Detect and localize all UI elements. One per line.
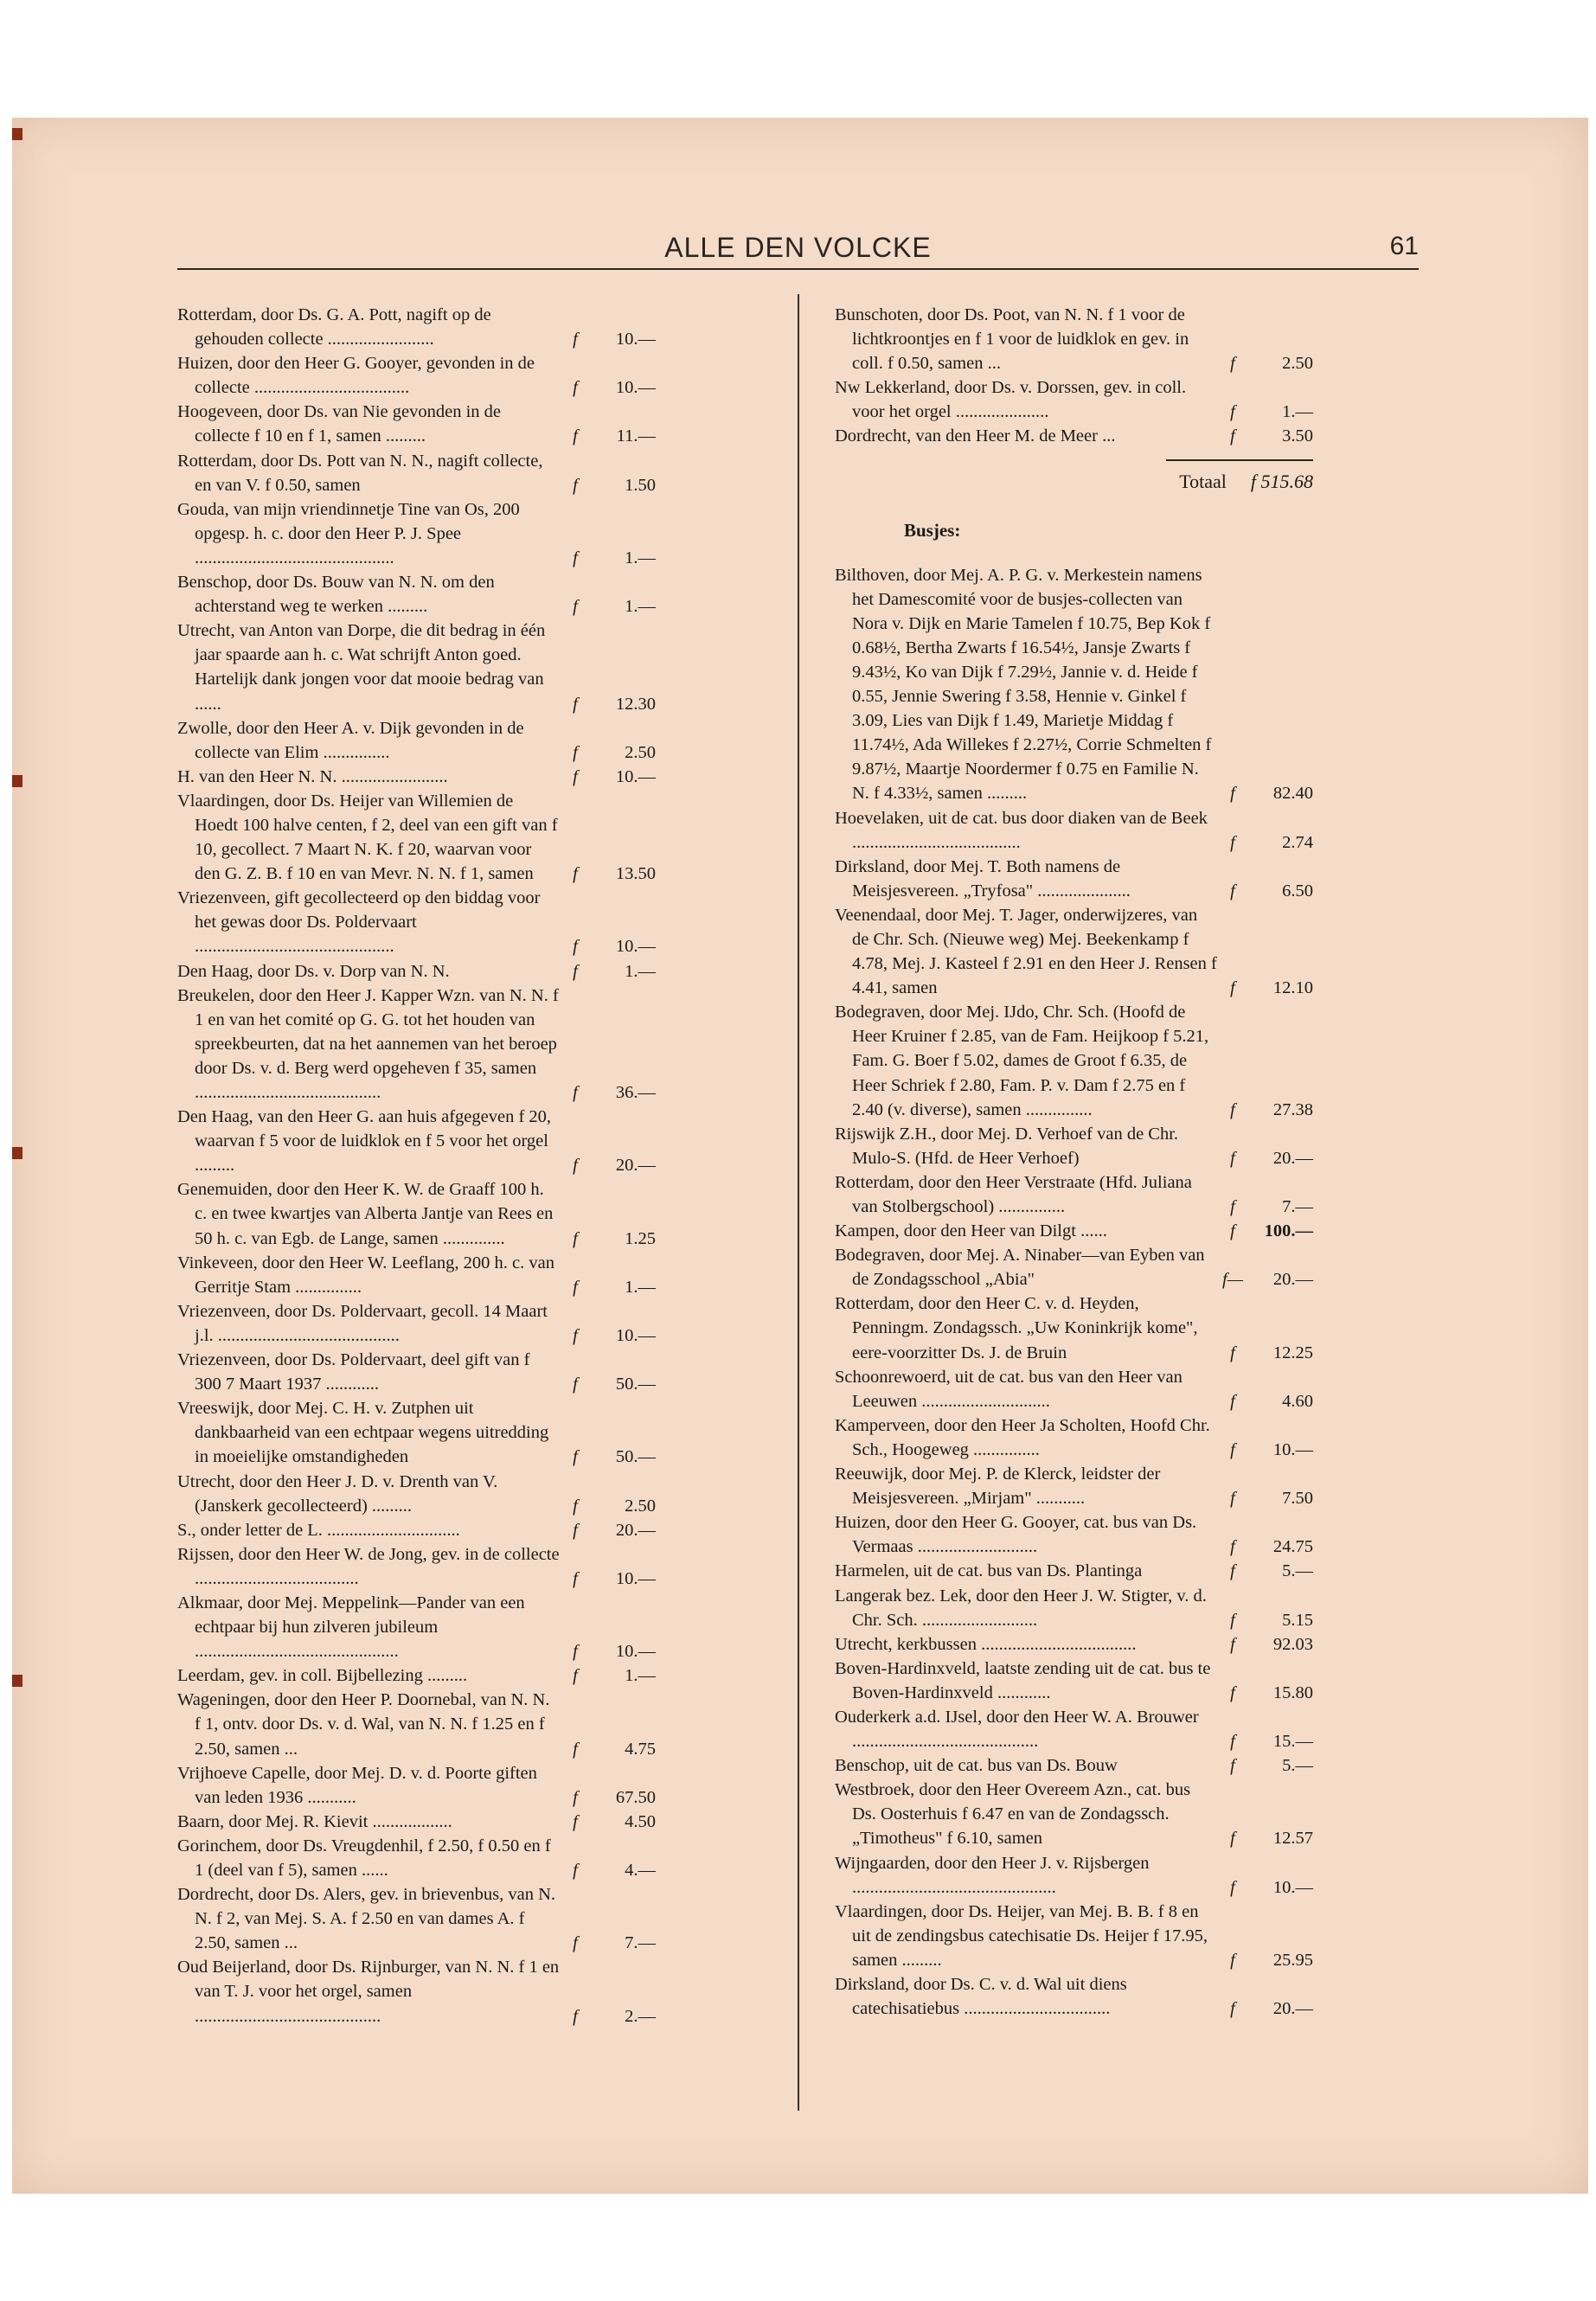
total-value: f 515.68 — [1250, 470, 1313, 492]
binding-mark — [12, 1147, 22, 1159]
entry-text: Reeuwijk, door Mej. P. de Klerck, leidster der Meisjesvereen. „Mirjam" ........... — [835, 1465, 1161, 1509]
entry-amount: 2.74 — [1282, 832, 1313, 852]
donation-entry — [177, 1955, 656, 2028]
left-column — [177, 303, 656, 2029]
entry-text: Kamperveen, door den Heer Ja Scholten, Hoofd Chr. Sch., Hoogeweg ............... — [835, 1415, 1210, 1459]
entry-amount: 10.— — [615, 766, 656, 786]
total-label: Totaal — [1179, 470, 1227, 492]
entry-text: Langerak bez. Lek, door den Heer J. W. Stigter, v. d. Chr. Sch. .......................... — [835, 1586, 1207, 1630]
entry-amount: 1.— — [625, 1277, 656, 1297]
guilder-sign: f— — [1222, 1270, 1243, 1290]
header-rule — [177, 268, 1419, 270]
entry-amount: 2.50 — [625, 742, 656, 762]
binding-mark — [12, 775, 22, 787]
page-header — [177, 232, 1419, 266]
entry-text: Vreeswijk, door Mej. C. H. v. Zutphen uit dankbaarheid van een echtpaar wegens uitredding in moeielijke omstandigheden — [177, 1399, 549, 1467]
entry-text: Boven-Hardinxveld, laatste zending uit de cat. bus te Boven-Hardinxveld ............ — [835, 1658, 1211, 1702]
guilder-sign: f — [1230, 784, 1235, 804]
donation-entry — [835, 1632, 1313, 1657]
donation-entry — [177, 716, 656, 765]
entry-text: Huizen, door den Heer G. Gooyer, cat. bus van Ds. Vermaas ........................... — [835, 1513, 1197, 1557]
donation-entry — [177, 1591, 656, 1663]
guilder-sign: f — [573, 426, 578, 446]
right-column-gifts — [835, 303, 1313, 449]
entry-text: Breukelen, door den Heer J. Kapper Wzn. van N. N. f 1 en van het comité op G. G. tot het houden van spreekbeurten, dat na het aannemen van het beroep door Ds. v. d. Berg werd opgeheven f 35, samen .......................................... — [177, 985, 559, 1102]
journal-title: ALLE DEN VOLCKE — [664, 232, 932, 263]
donation-entry — [177, 303, 656, 351]
guilder-sign: f — [573, 597, 578, 617]
entry-amount: 10.— — [615, 378, 656, 398]
guilder-sign: f — [573, 1228, 578, 1248]
donation-entry — [177, 570, 656, 619]
entry-text: Vlaardingen, door Ds. Heijer, van Mej. B. B. f 8 en uit de zendingsbus catechisatie Ds. Heijer f 17.95, samen ......... — [835, 1901, 1208, 1970]
entry-amount: 5.— — [1282, 1561, 1313, 1581]
entry-amount: 5.15 — [1282, 1610, 1313, 1630]
guilder-sign: f — [1230, 1634, 1235, 1654]
entry-amount: 50.— — [615, 1447, 656, 1467]
entry-text: H. van den Heer N. N. ........................ — [177, 766, 448, 786]
entry-text: Bilthoven, door Mej. A. P. G. v. Merkestein namens het Damescomité voor de busjes-collecten van Nora v. Dijk en Marie Tamelen f 10.75, Bep Kok f 0.68½, Bertha Zwarts f 16.54½, Jansje Zwarts f 9.43½, Ko van Dijk f 7.29½, Jannie v. d. Heide f 0.55, Jennie Swering f 3.58, Hennie v. Ginkel f 3.09, Lies van Dijk f 1.49, Marietje Middag f 11.74½, Ada Willekes f 2.27½, Corrie Schmelten f 9.87½, Maartje Noordermer f 0.75 en Familie N. N. f 4.33½, samen ......... — [835, 565, 1212, 804]
guilder-sign: f — [1230, 1732, 1235, 1752]
entry-amount: 4.75 — [625, 1739, 656, 1759]
guilder-sign: f — [1230, 1221, 1235, 1241]
entry-amount: 10.— — [615, 330, 656, 349]
entry-amount: 6.50 — [1282, 881, 1313, 901]
guilder-sign: f — [1230, 1877, 1235, 1897]
donation-entry — [177, 1251, 656, 1299]
guilder-sign: f — [1230, 1829, 1235, 1849]
entry-amount: 10.— — [615, 1325, 656, 1345]
entry-text: Veenendaal, door Mej. T. Jager, onderwijzeres, van de Chr. Sch. (Nieuwe weg) Mej. Beekenkamp f 4.78, Mej. J. Kasteel f 2.91 en den Heer J. Rensen f 4.41, samen — [835, 905, 1217, 998]
donation-entry — [835, 1510, 1313, 1559]
entry-amount: 10.— — [615, 1568, 656, 1588]
busjes-heading: Busjes: — [904, 519, 961, 541]
donation-entry — [835, 1219, 1313, 1243]
guilder-sign: f — [1230, 832, 1235, 852]
entry-text: Vlaardingen, door Ds. Heijer van Willemien de Hoedt 100 halve centen, f 2, deel van een gift van f 10, gecollect. 7 Maart N. K. f 20, waarvan voor den G. Z. B. f 10 en van Mevr. N. N. f 1, samen — [177, 791, 558, 884]
donation-entry — [835, 1900, 1313, 1972]
donation-entry — [177, 1105, 656, 1177]
entry-text: Wageningen, door den Heer P. Doornebal, van N. N. f 1, ontv. door Ds. v. d. Wal, van N. N. f 1.25 en f 2.50, samen ... — [177, 1690, 550, 1759]
donation-entry — [835, 806, 1313, 855]
donation-entry — [835, 1851, 1313, 1900]
entry-amount: 13.50 — [615, 864, 656, 884]
guilder-sign: f — [573, 1447, 578, 1467]
entry-amount: 12.10 — [1272, 978, 1313, 998]
entry-text: Den Haag, door Ds. v. Dorp van N. N. — [177, 961, 450, 981]
donation-entry — [835, 424, 1313, 448]
entry-text: Kampen, door den Heer van Dilgt ...... — [835, 1221, 1107, 1241]
guilder-sign: f — [573, 1083, 578, 1102]
entry-text: Rijssen, door den Heer W. de Jong, gev. in de collecte ..................................... — [177, 1544, 560, 1588]
guilder-sign: f — [1230, 1561, 1235, 1581]
entry-text: Utrecht, kerkbussen ................................... — [835, 1634, 1137, 1654]
entry-text: Vrijhoeve Capelle, door Mej. D. v. d. Poorte giften van leden 1936 ........... — [177, 1763, 537, 1807]
entry-text: Gorinchem, door Ds. Vreugdenhil, f 2.50, f 0.50 en f 1 (deel van f 5), samen ...... — [177, 1836, 551, 1880]
entry-text: Vriezenveen, door Ds. Poldervaart, gecoll. 14 Maart j.l. ......................................... — [177, 1301, 548, 1345]
donation-entry — [177, 1470, 656, 1518]
entry-amount: 15.— — [1272, 1732, 1313, 1752]
guilder-sign: f — [573, 1496, 578, 1516]
entry-text: Den Haag, van den Heer G. aan huis afgegeven f 20, waarvan f 5 voor de luidklok en f 5 voor het orgel ......... — [177, 1107, 552, 1176]
entry-amount: 11.— — [616, 426, 656, 446]
donation-entry — [835, 1243, 1313, 1292]
guilder-sign: f — [1230, 1999, 1235, 2019]
entry-text: Hoevelaken, uit de cat. bus door diaken van de Beek ...................................... — [835, 808, 1208, 852]
donation-entry — [835, 855, 1313, 903]
entry-amount: 1.25 — [625, 1228, 656, 1248]
entry-amount: 20.— — [1272, 1148, 1313, 1168]
guilder-sign: f — [573, 864, 578, 884]
entry-text: Huizen, door den Heer G. Gooyer, gevonden in de collecte ................................... — [177, 354, 535, 398]
busjes-list — [835, 563, 1313, 2022]
page-number: 61 — [1389, 232, 1419, 260]
guilder-sign: f — [573, 1642, 578, 1662]
guilder-sign: f — [573, 1325, 578, 1345]
guilder-sign: f — [1230, 1950, 1235, 1970]
guilder-sign: f — [1230, 1343, 1235, 1362]
donation-entry — [835, 1972, 1313, 2021]
donation-entry — [177, 1663, 656, 1688]
donation-entry — [835, 1559, 1313, 1583]
entry-amount: 7.— — [625, 1933, 656, 1953]
entry-text: Wijngaarden, door den Heer J. v. Rijsbergen .............................................. — [835, 1853, 1150, 1897]
donation-entry — [177, 1348, 656, 1396]
donation-entry — [177, 619, 656, 715]
donation-entry — [177, 1882, 656, 1955]
donation-entry — [835, 1170, 1313, 1219]
entry-text: Genemuiden, door den Heer K. W. de Graaff 100 h. c. en twee kwartjes van Alberta Jantje van Rees en 50 h. c. van Egb. de Lange, samen .............. — [177, 1180, 554, 1248]
entry-text: Hoogeveen, door Ds. van Nie gevonden in de collecte f 10 en f 1, samen ......... — [177, 402, 502, 446]
entry-amount: 10.— — [615, 937, 656, 957]
entry-text: Benschop, uit de cat. bus van Ds. Bouw — [835, 1756, 1118, 1776]
guilder-sign: f — [1230, 426, 1235, 446]
entry-amount: 3.50 — [1282, 426, 1313, 446]
entry-text: Rotterdam, door Ds. G. A. Pott, nagift op de gehouden collecte ........................ — [177, 305, 491, 349]
binding-mark — [12, 128, 22, 140]
entry-amount: 15.80 — [1272, 1682, 1313, 1702]
donation-entry — [177, 984, 656, 1105]
guilder-sign: f — [573, 961, 578, 981]
right-column — [835, 303, 1313, 2021]
entry-amount: 27.38 — [1272, 1099, 1313, 1119]
guilder-sign: f — [1230, 1756, 1235, 1776]
donation-entry — [835, 1292, 1313, 1364]
donation-entry — [835, 1778, 1313, 1850]
guilder-sign: f — [573, 2006, 578, 2026]
guilder-sign: f — [573, 1739, 578, 1759]
entry-text: Bodegraven, door Mej. IJdo, Chr. Sch. (Hoofd de Heer Kruiner f 2.85, van de Fam. Heijkoop f 5.21, Fam. G. Boer f 5.02, dames de Groot f 6.35, de Heer Schriek f 2.80, Fam. P. v. Dam f 2.75 en f 2.40 (v. diverse), samen ............... — [835, 1003, 1209, 1119]
entry-text: Leerdam, gev. in coll. Bijbellezing ......... — [177, 1666, 468, 1686]
guilder-sign: f — [1230, 1197, 1235, 1216]
entry-text: Ouderkerk a.d. IJsel, door den Heer W. A. Brouwer .......................................... — [835, 1707, 1199, 1752]
guilder-sign: f — [1230, 1489, 1235, 1509]
guilder-sign: f — [1230, 402, 1235, 422]
entry-amount: 2.50 — [1282, 354, 1313, 374]
guilder-sign: f — [1230, 1682, 1235, 1702]
donation-entry — [177, 1810, 656, 1834]
entry-amount: 12.57 — [1272, 1829, 1313, 1849]
entry-text: Benschop, door Ds. Bouw van N. N. om den achterstand weg te werken ......... — [177, 573, 495, 617]
guilder-sign: f — [1230, 881, 1235, 901]
guilder-sign: f — [573, 766, 578, 786]
guilder-sign: f — [573, 548, 578, 567]
guilder-sign: f — [1230, 1439, 1235, 1459]
entry-amount: 50.— — [615, 1375, 656, 1394]
entry-amount: 10.— — [615, 1642, 656, 1662]
entry-amount: 2.— — [625, 2006, 656, 2026]
entry-amount: 12.30 — [615, 694, 656, 714]
entry-text: Oud Beijerland, door Ds. Rijnburger, van N. N. f 1 en van T. J. voor het orgel, samen .......................................... — [177, 1958, 560, 2026]
guilder-sign: f — [573, 1375, 578, 1394]
donation-entry — [835, 1584, 1313, 1632]
donation-entry — [177, 1834, 656, 1882]
donation-entry — [177, 400, 656, 448]
entry-text: Nw Lekkerland, door Ds. v. Dorssen, gev. in coll. voor het orgel ..................... — [835, 378, 1187, 422]
guilder-sign: f — [573, 694, 578, 714]
donation-entry — [177, 789, 656, 886]
entry-amount: 10.— — [1272, 1439, 1313, 1459]
donation-entry — [177, 351, 656, 400]
guilder-sign: f — [573, 1861, 578, 1880]
guilder-sign: f — [1230, 354, 1235, 374]
donation-entry — [177, 1518, 656, 1542]
donation-entry — [835, 563, 1313, 806]
entry-text: Utrecht, door den Heer J. D. v. Drenth van V. (Janskerk gecollecteerd) ......... — [177, 1471, 498, 1516]
entry-text: Schoonrewoerd, uit de cat. bus van den Heer van Leeuwen ............................. — [835, 1367, 1183, 1411]
guilder-sign: f — [573, 742, 578, 762]
entry-amount: 12.25 — [1272, 1343, 1313, 1362]
entry-amount: 2.50 — [625, 1496, 656, 1516]
entry-text: Zwolle, door den Heer A. v. Dijk gevonden in de collecte van Elim ............... — [177, 718, 524, 762]
entry-text: Rotterdam, door Ds. Pott van N. N., nagift collecte, en van V. f 0.50, samen — [177, 451, 543, 495]
binding-mark — [12, 1675, 22, 1687]
donation-entry — [177, 1761, 656, 1810]
entry-text: Vriezenveen, gift gecollecteerd op den biddag voor het gewas door Ds. Poldervaart ............................................. — [177, 888, 541, 957]
guilder-sign: f — [573, 378, 578, 398]
donation-entry — [177, 497, 656, 570]
entry-amount: 82.40 — [1272, 784, 1313, 804]
entry-amount: 67.50 — [615, 1787, 656, 1807]
donation-entry — [177, 1299, 656, 1348]
entry-amount: 7.— — [1282, 1197, 1313, 1216]
entry-text: Vriezenveen, door Ds. Poldervaart, deel gift van f 300 7 Maart 1937 ............ — [177, 1350, 530, 1394]
guilder-sign: f — [573, 1666, 578, 1686]
guilder-sign: f — [1230, 978, 1235, 998]
entry-amount: 1.— — [1282, 402, 1313, 422]
guilder-sign: f — [573, 1811, 578, 1831]
entry-amount: 1.50 — [625, 475, 656, 495]
entry-text: Bodegraven, door Mej. A. Ninaber—van Eyben van de Zondagsschool „Abia" — [835, 1246, 1205, 1290]
guilder-sign: f — [573, 330, 578, 349]
donation-entry — [177, 765, 656, 789]
guilder-sign: f — [1230, 1099, 1235, 1119]
donation-entry — [835, 903, 1313, 1000]
donation-entry — [835, 1753, 1313, 1778]
donation-entry — [835, 1705, 1313, 1753]
entry-text: Baarn, door Mej. R. Kievit .................. — [177, 1811, 452, 1831]
entry-text: Gouda, van mijn vriendinnetje Tine van Os, 200 opgesp. h. c. door den Heer P. J. Spee ............................................. — [177, 499, 520, 567]
donation-entry — [177, 886, 656, 958]
entry-text: Rijswijk Z.H., door Mej. D. Verhoef van de Chr. Mulo-S. (Hfd. de Heer Verhoef) — [835, 1124, 1179, 1168]
donation-entry — [835, 1000, 1313, 1121]
entry-text: Rotterdam, door den Heer Verstraate (Hfd. Juliana van Stolbergschool) ............... — [835, 1172, 1192, 1216]
donation-entry — [835, 1365, 1313, 1413]
guilder-sign: f — [573, 1787, 578, 1807]
guilder-sign: f — [573, 1156, 578, 1176]
guilder-sign: f — [1230, 1148, 1235, 1168]
guilder-sign: f — [1230, 1391, 1235, 1411]
entry-amount: 20.— — [615, 1156, 656, 1176]
entry-amount: 1.— — [625, 597, 656, 617]
entry-text: Dirksland, door Mej. T. Both namens de Meisjesvereen. „Tryfosa" ..................... — [835, 856, 1131, 901]
entry-text: Dordrecht, van den Heer M. de Meer ... — [835, 426, 1116, 446]
guilder-sign: f — [573, 1277, 578, 1297]
guilder-sign: f — [573, 937, 578, 957]
entry-text: Utrecht, van Anton van Dorpe, die dit bedrag in één jaar spaarde aan h. c. Wat schrijft Anton goed. Hartelijk dank jongen voor dat mooie bedrag van ...... — [177, 621, 546, 714]
entry-text: Westbroek, door den Heer Overeem Azn., cat. bus Ds. Oosterhuis f 6.47 en van de Zondagssch. „Timotheus" f 6.10, samen — [835, 1780, 1191, 1849]
entry-text: Bunschoten, door Ds. Poot, van N. N. f 1 voor de lichtkroontjes en f 1 voor de luidklok en gev. in coll. f 0.50, samen ... — [835, 305, 1189, 374]
guilder-sign: f — [573, 1520, 578, 1540]
donation-entry — [177, 959, 656, 984]
entry-amount: 1.— — [625, 1666, 656, 1686]
donation-entry — [835, 303, 1313, 375]
donation-entry — [835, 1657, 1313, 1705]
entry-amount: 24.75 — [1272, 1537, 1313, 1557]
entry-amount: 1.— — [625, 961, 656, 981]
entry-amount: 100.— — [1264, 1221, 1313, 1241]
entry-amount: 20.— — [1272, 1999, 1313, 2019]
guilder-sign: f — [1230, 1537, 1235, 1557]
entry-amount: 1.— — [625, 548, 656, 567]
guilder-sign: f — [573, 475, 578, 495]
donation-entry — [835, 1462, 1313, 1510]
entry-text: S., onder letter de L. .............................. — [177, 1520, 460, 1540]
entry-amount: 20.— — [1272, 1270, 1313, 1290]
entry-amount: 20.— — [615, 1520, 656, 1540]
entry-amount: 5.— — [1282, 1756, 1313, 1776]
guilder-sign: f — [573, 1933, 578, 1953]
entry-text: Rotterdam, door den Heer C. v. d. Heyden, Penningm. Zondagssch. „Uw Koninkrijk kome", eere-voorzitter Ds. J. de Bruin — [835, 1294, 1198, 1362]
donation-entry — [835, 375, 1313, 424]
donation-entry — [177, 1542, 656, 1591]
total-row — [835, 468, 1313, 496]
entry-text: Dordrecht, door Ds. Alers, gev. in brievenbus, van N. N. f 2, van Mej. S. A. f 2.50 en van dames A. f 2.50, samen ... — [177, 1885, 556, 1953]
entry-text: Harmelen, uit de cat. bus van Ds. Plantinga — [835, 1561, 1143, 1581]
entry-text: Dirksland, door Ds. C. v. d. Wal uit diens catechisatiebus ................................. — [835, 1975, 1127, 2019]
donation-entry — [177, 449, 656, 497]
donation-entry — [177, 1177, 656, 1250]
entry-amount: 4.50 — [625, 1811, 656, 1831]
guilder-sign: f — [573, 1568, 578, 1588]
entry-amount: 4.60 — [1282, 1391, 1313, 1411]
guilder-sign: f — [1230, 1610, 1235, 1630]
entry-text: Vinkeveen, door den Heer W. Leeflang, 200 h. c. van Gerritje Stam ............... — [177, 1253, 554, 1297]
entry-amount: 10.— — [1272, 1877, 1313, 1897]
entry-amount: 25.95 — [1272, 1950, 1313, 1970]
entry-amount: 92.03 — [1272, 1634, 1313, 1654]
entry-text: Alkmaar, door Mej. Meppelink—Pander van een echtpaar bij hun zilveren jubileum .............................................. — [177, 1593, 525, 1662]
total-rule — [1166, 459, 1313, 461]
donation-entry — [177, 1688, 656, 1760]
donation-entry — [835, 1413, 1313, 1462]
entry-amount: 7.50 — [1282, 1489, 1313, 1509]
donation-entry — [835, 1122, 1313, 1170]
entry-amount: 4.— — [625, 1861, 656, 1880]
column-divider — [798, 294, 799, 2111]
donation-entry — [177, 1396, 656, 1469]
entry-amount: 36.— — [615, 1083, 656, 1102]
